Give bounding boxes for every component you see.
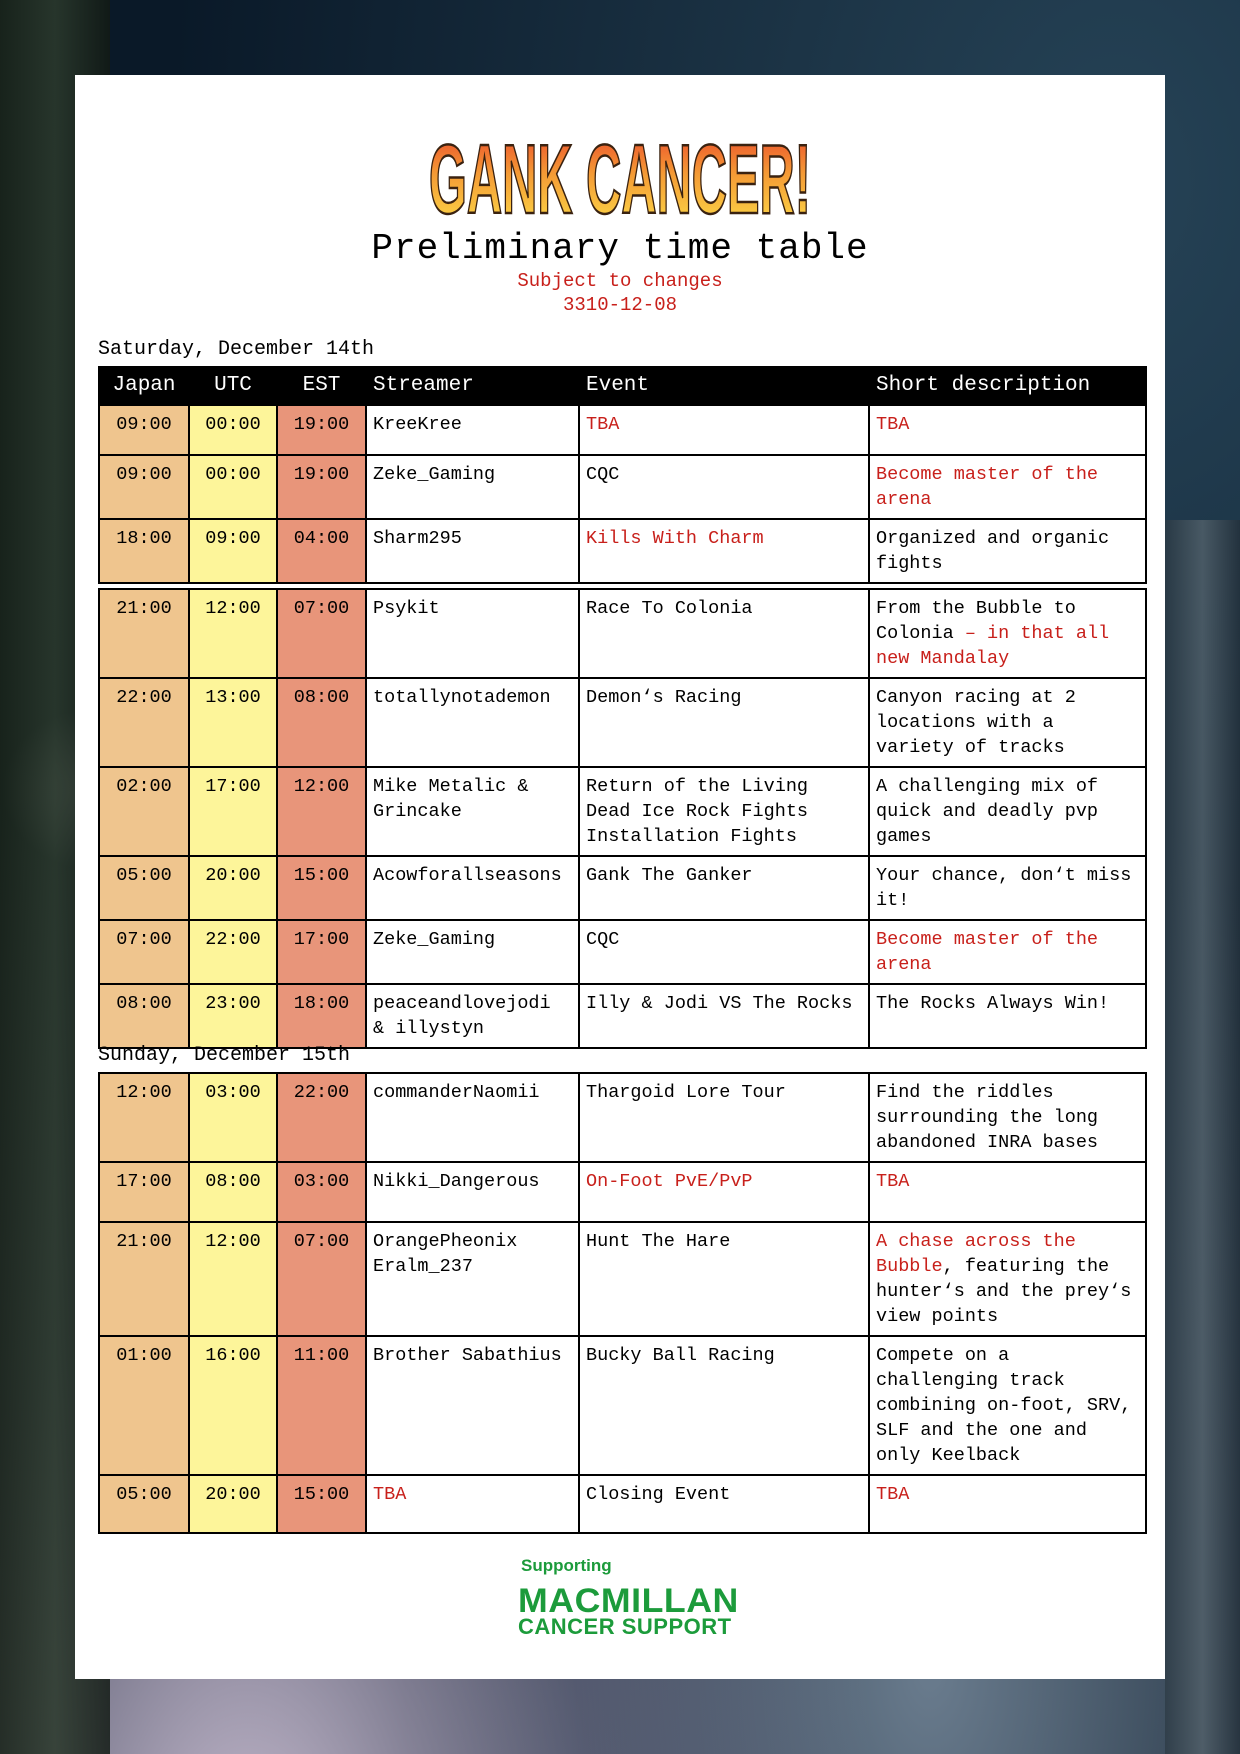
est-time: 08:00 [277, 678, 366, 767]
japan-time: 21:00 [99, 589, 189, 678]
japan-time: 05:00 [99, 1475, 189, 1533]
description-desc-black: Canyon racing at 2 locations with a variety of tracks [876, 687, 1076, 758]
est-time: 18:00 [277, 984, 366, 1048]
event-name: Bucky Ball Racing [579, 1336, 869, 1475]
japan-time: 07:00 [99, 920, 189, 984]
description-desc-red: TBA [876, 1171, 910, 1192]
col-est: EST [277, 367, 366, 405]
est-time: 12:00 [277, 767, 366, 856]
short-description [869, 405, 1146, 455]
utc-time: 16:00 [189, 1336, 277, 1475]
event-name: Kills With Charm [579, 519, 869, 583]
event-name: Closing Event [579, 1475, 869, 1533]
event-name: TBA [579, 405, 869, 455]
sunday-label: Sunday, December 15th [98, 1044, 351, 1067]
japan-time: 01:00 [99, 1336, 189, 1475]
streamer-name: totallynotademon [366, 678, 579, 767]
event-name: CQC [579, 455, 869, 519]
japan-time: 09:00 [99, 455, 189, 519]
event-name: Illy & Jodi VS The Rocks [579, 984, 869, 1048]
event-name: Thargoid Lore Tour [579, 1073, 869, 1162]
event-name: Demon‘s Racing [579, 678, 869, 767]
est-time: 07:00 [277, 1222, 366, 1336]
schedule-row [99, 589, 1146, 678]
est-time: 15:00 [277, 856, 366, 920]
description-desc-red: Become master of the arena [876, 929, 1099, 975]
est-time: 04:00 [277, 519, 366, 583]
est-time: 15:00 [277, 1475, 366, 1533]
schedule-row [99, 678, 1146, 767]
short-description [869, 767, 1146, 856]
utc-time: 12:00 [189, 1222, 277, 1336]
japan-time: 05:00 [99, 856, 189, 920]
est-time: 07:00 [277, 589, 366, 678]
saturday-table-2 [98, 588, 1147, 1049]
table-header-row [99, 367, 1146, 405]
streamer-name: Zeke_Gaming [366, 455, 579, 519]
gank-cancer-logo [420, 95, 820, 235]
utc-time: 20:00 [189, 856, 277, 920]
est-time: 19:00 [277, 405, 366, 455]
description-desc-black: Find the riddles surrounding the long abandoned INRA bases [876, 1082, 1099, 1153]
col-streamer: Streamer [366, 367, 579, 405]
utc-time: 23:00 [189, 984, 277, 1048]
subtitle: Subject to changes [517, 270, 723, 292]
revision-date: 3310-12-08 [562, 294, 678, 316]
short-description [869, 1336, 1146, 1475]
streamer-name: KreeKree [366, 405, 579, 455]
event-name: Race To Colonia [579, 589, 869, 678]
streamer-name: Psykit [366, 589, 579, 678]
schedule-row [99, 405, 1146, 455]
event-name: CQC [579, 920, 869, 984]
col-event: Event [579, 367, 869, 405]
streamer-name: Nikki_Dangerous [366, 1162, 579, 1222]
utc-time: 08:00 [189, 1162, 277, 1222]
utc-time: 13:00 [189, 678, 277, 767]
event-name: Return of the Living Dead Ice Rock Fights Installation Fights [579, 767, 869, 856]
schedule-row [99, 920, 1146, 984]
page-title: Preliminary time table [371, 228, 869, 269]
sunday-table [98, 1072, 1147, 1534]
description-desc-black: Organized and organic fights [876, 528, 1110, 574]
utc-time: 00:00 [189, 405, 277, 455]
streamer-name: Mike Metalic & Grincake [366, 767, 579, 856]
japan-time: 17:00 [99, 1162, 189, 1222]
streamer-name: TBA [366, 1475, 579, 1533]
streamer-name: Sharm295 [366, 519, 579, 583]
streamer-name: Zeke_Gaming [366, 920, 579, 984]
saturday-table-1 [98, 366, 1147, 584]
japan-time: 21:00 [99, 1222, 189, 1336]
col-utc: UTC [189, 367, 277, 405]
utc-time: 20:00 [189, 1475, 277, 1533]
description-desc-black: Your chance, don‘t miss it! [876, 865, 1132, 911]
schedule-row [99, 856, 1146, 920]
description-desc-black: Compete on a challenging track combining on-foot, SRV, SLF and the one and only Keelback [876, 1345, 1132, 1466]
schedule-row [99, 1222, 1146, 1336]
utc-time: 03:00 [189, 1073, 277, 1162]
schedule-row [99, 1073, 1146, 1162]
est-time: 19:00 [277, 455, 366, 519]
streamer-name: commanderNaomii [366, 1073, 579, 1162]
description-desc-black: The Rocks Always Win! [876, 993, 1110, 1014]
utc-time: 17:00 [189, 767, 277, 856]
col-japan: Japan [99, 367, 189, 405]
japan-time: 22:00 [99, 678, 189, 767]
schedule-row [99, 767, 1146, 856]
macmillan-logo-line1: MACMILLAN [518, 1582, 739, 1620]
japan-time: 02:00 [99, 767, 189, 856]
streamer-name: peaceandlovejodi & illystyn [366, 984, 579, 1048]
short-description [869, 455, 1146, 519]
description-desc-red: Become master of the arena [876, 464, 1099, 510]
utc-time: 00:00 [189, 455, 277, 519]
description-desc-black: From the Bubble to Colonia [876, 598, 1076, 644]
utc-time: 12:00 [189, 589, 277, 678]
short-description [869, 589, 1146, 678]
schedule-row [99, 1162, 1146, 1222]
description-desc-red: TBA [876, 1484, 910, 1505]
short-description [869, 920, 1146, 984]
event-name: On-Foot PvE/PvP [579, 1162, 869, 1222]
streamer-name: OrangePheonix Eralm_237 [366, 1222, 579, 1336]
japan-time: 12:00 [99, 1073, 189, 1162]
schedule-row [99, 1475, 1146, 1533]
streamer-name: Acowforallseasons [366, 856, 579, 920]
est-time: 11:00 [277, 1336, 366, 1475]
event-name: Hunt The Hare [579, 1222, 869, 1336]
japan-time: 08:00 [99, 984, 189, 1048]
description-desc-red: – in that all new Mandalay [876, 623, 1110, 669]
est-time: 22:00 [277, 1073, 366, 1162]
event-name: Gank The Ganker [579, 856, 869, 920]
japan-time: 18:00 [99, 519, 189, 583]
macmillan-logo-line2: CANCER SUPPORT [518, 1614, 732, 1639]
description-desc-black: A challenging mix of quick and deadly pvp games [876, 776, 1099, 847]
short-description [869, 1475, 1146, 1533]
short-description [869, 856, 1146, 920]
saturday-label: Saturday, December 14th [98, 338, 375, 361]
schedule-row [99, 519, 1146, 583]
japan-time: 09:00 [99, 405, 189, 455]
short-description [869, 984, 1146, 1048]
utc-time: 09:00 [189, 519, 277, 583]
short-description [869, 1073, 1146, 1162]
schedule-row [99, 455, 1146, 519]
schedule-row [99, 1336, 1146, 1475]
short-description [869, 1162, 1146, 1222]
col-description: Short description [869, 367, 1146, 405]
supporting-label: Supporting [521, 1556, 612, 1575]
description-desc-red: A chase across the Bubble [876, 1231, 1076, 1277]
est-time: 03:00 [277, 1162, 366, 1222]
short-description [869, 678, 1146, 767]
utc-time: 22:00 [189, 920, 277, 984]
short-description [869, 1222, 1146, 1336]
description-desc-black2: , featuring the hunter‘s and the prey‘s view points [876, 1256, 1132, 1327]
description-desc-red: TBA [876, 414, 910, 435]
est-time: 17:00 [277, 920, 366, 984]
streamer-name: Brother Sabathius [366, 1336, 579, 1475]
schedule-row [99, 984, 1146, 1048]
short-description [869, 519, 1146, 583]
logo-text: GANK CANCER! [429, 124, 811, 234]
background-spaceship-right [1165, 520, 1240, 1754]
